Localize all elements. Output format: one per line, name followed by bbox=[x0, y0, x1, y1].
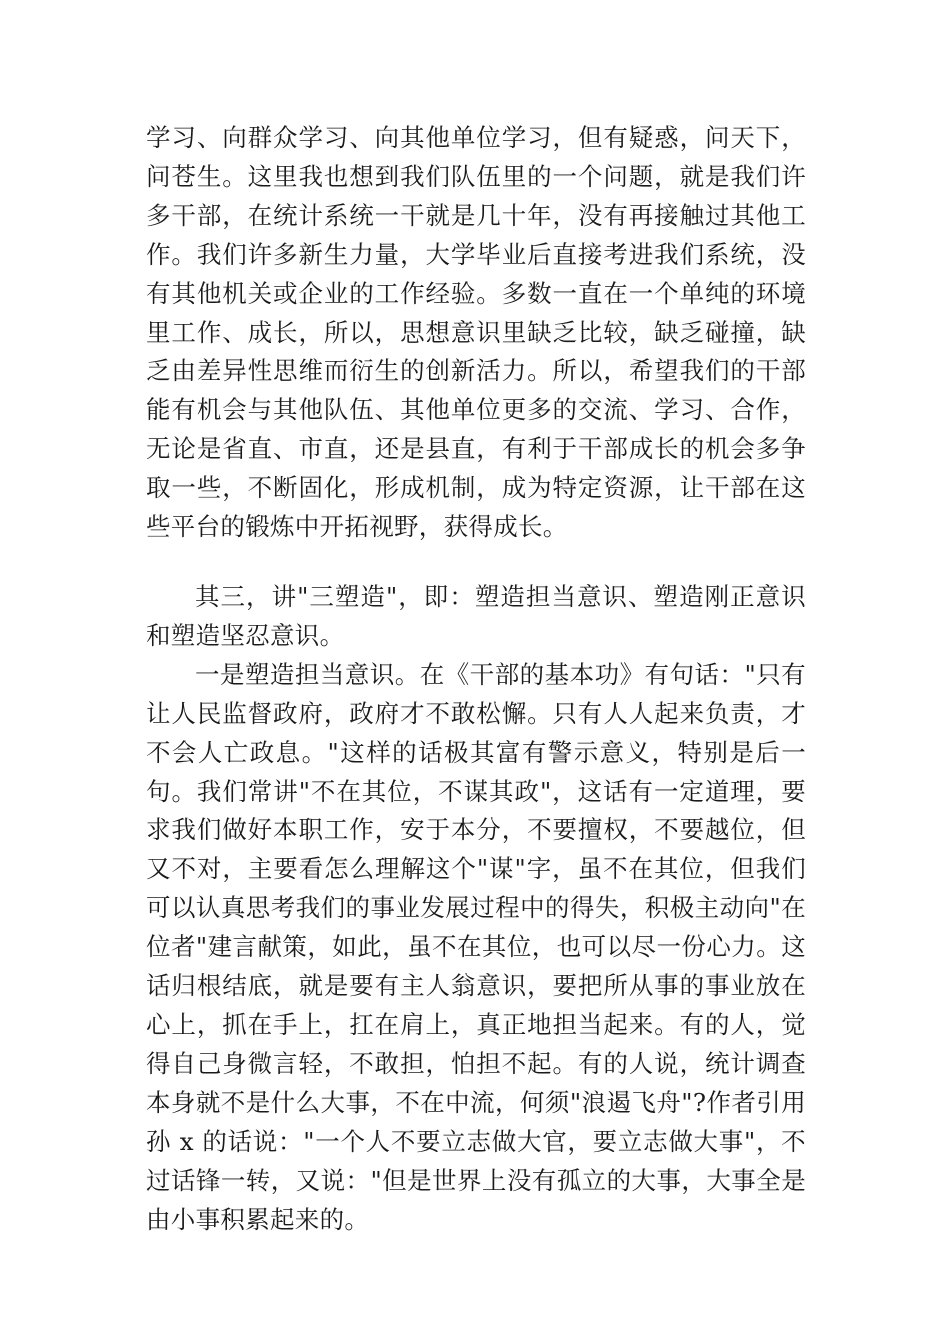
paragraph-continued: 学习、向群众学习、向其他单位学习，但有疑惑，问天下，问苍生。这里我也想到我们队伍里的一个问题，就是我们许多干部，在统计系统一干就是几十年，没有再接触过其他工作。我们许多新生力量，大学毕业后直接考进我们系统，没有其他机关或企业的工作经验。多数一直在一个单纯的环境里工作、成长，所以，思想意识里缺乏比较，缺乏碰撞，缺乏由差异性思维而衍生的创新活力。所以，希望我们的干部能有机会与其他队伍、其他单位更多的交流、学习、合作，无论是省直、市直，还是县直，有利于干部成长的机会多争取一些，不断固化，形成机制，成为特定资源，让干部在这些平台的锻炼中开拓视野，获得成长。 bbox=[146, 123, 806, 542]
paragraph-responsibility: 一是塑造担当意识。在《干部的基本功》有句话："只有让人民监督政府，政府才不敢松懈。只有人人起来负责，才不会人亡政息。"这样的话极其富有警示意义，特别是后一句。我们常讲"不在其位，不谋其政"，这话有一定道理，要求我们做好本职工作，安于本分，不要擅权，不要越位，但又不对，主要看怎么理解这个"谋"字，虽不在其位，但我们可以认真思考我们的事业发展过程中的得失，积极主动向"在位者"建言献策，如此，虽不在其位，也可以尽一份心力。这话归根结底，就是要有主人翁意识，要把所从事的事业放在心上，抓在手上，扛在肩上，真正地担当起来。有的人，觉得自己身微言轻，不敢担，怕担不起。有的人说，统计调查本身就不是什么大事，不在中流，何须"浪遏飞舟"?作者引用孙 x 的话说："一个人不要立志做大官，要立志做大事"，不过话锋一转，又说："但是世界上没有孤立的大事，大事全是由小事积累起来的。 bbox=[146, 659, 806, 1234]
text-block-top bbox=[146, 119, 806, 547]
text-block-bottom bbox=[146, 578, 806, 1239]
paragraph-three-shaping: 其三，讲"三塑造"，即：塑造担当意识、塑造刚正意识和塑造坚忍意识。 bbox=[146, 582, 806, 650]
